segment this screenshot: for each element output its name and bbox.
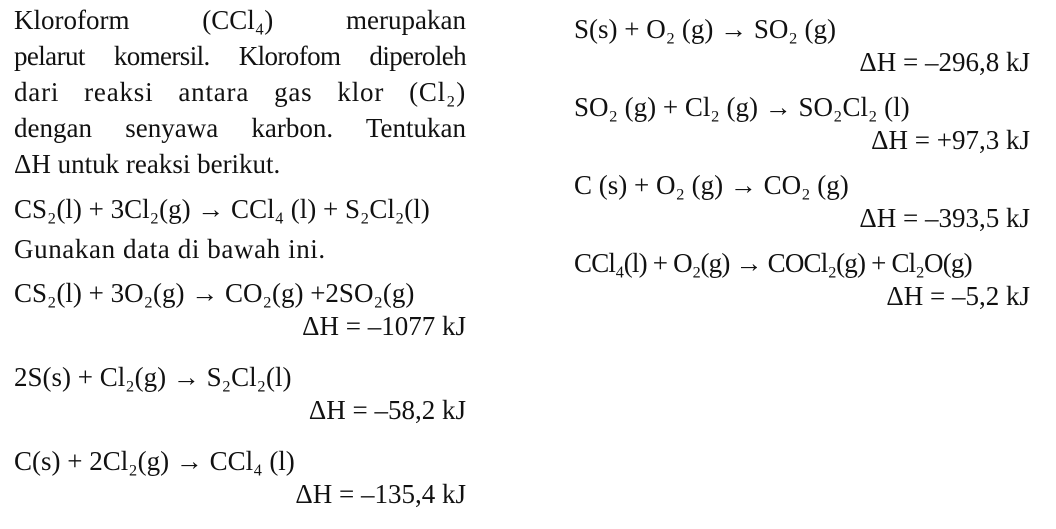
left-data-block-1	[14, 276, 466, 342]
intro-line-1: Kloroform (CCl₄) merupakan	[14, 5, 466, 35]
left-column	[14, 0, 466, 510]
right-equation-1: S(s) + O₂ (g) → SO₂ (g)	[574, 14, 837, 44]
left-equation-1: CS₂(l) + 3O₂(g) → CO₂(g) +2SO₂(g)	[14, 278, 415, 308]
left-delta-h-2: ΔH = –58,2 kJ	[308, 395, 466, 425]
right-delta-h-1: ΔH = –296,8 kJ	[859, 47, 1030, 77]
left-data-block-2	[14, 360, 466, 426]
left-delta-h-3: ΔH = –135,4 kJ	[295, 479, 466, 509]
data-prompt: Gunakan data di bawah ini.	[14, 234, 326, 264]
right-equation-4: CCl₄(l) + O₂(g) → COCl₂(g) + Cl₂O(g)	[574, 248, 972, 278]
intro-line-2: pelarut komersil. Klorofom diperoleh	[14, 41, 466, 71]
right-data-block-2	[574, 90, 1030, 156]
right-equation-3: C (s) + O₂ (g) → CO₂ (g)	[574, 170, 849, 200]
left-equation-3: C(s) + 2Cl₂(g) → CCl₄ (l)	[14, 446, 295, 476]
left-equation-2: 2S(s) + Cl₂(g) → S₂Cl₂(l)	[14, 362, 292, 392]
right-data-block-3	[574, 168, 1030, 234]
right-delta-h-3: ΔH = –393,5 kJ	[859, 203, 1030, 233]
left-data-block-3	[14, 444, 466, 510]
target-reaction: CS₂(l) + 3Cl₂(g) → CCl₄ (l) + S₂Cl₂(l)	[14, 194, 430, 224]
right-equation-2: SO₂ (g) + Cl₂ (g) → SO₂Cl₂ (l)	[574, 92, 910, 122]
intro-line-5: ΔH untuk reaksi berikut.	[14, 149, 281, 179]
right-column	[574, 12, 1030, 312]
problem-intro	[14, 2, 466, 182]
left-delta-h-1: ΔH = –1077 kJ	[302, 311, 466, 341]
right-delta-h-4: ΔH = –5,2 kJ	[886, 281, 1030, 311]
intro-line-3: dari reaksi antara gas klor (Cl₂)	[14, 77, 466, 107]
intro-line-4: dengan senyawa karbon. Tentukan	[14, 113, 466, 143]
right-data-block-4	[574, 246, 1030, 312]
right-data-block-1	[574, 12, 1030, 78]
right-delta-h-2: ΔH = +97,3 kJ	[871, 125, 1030, 155]
